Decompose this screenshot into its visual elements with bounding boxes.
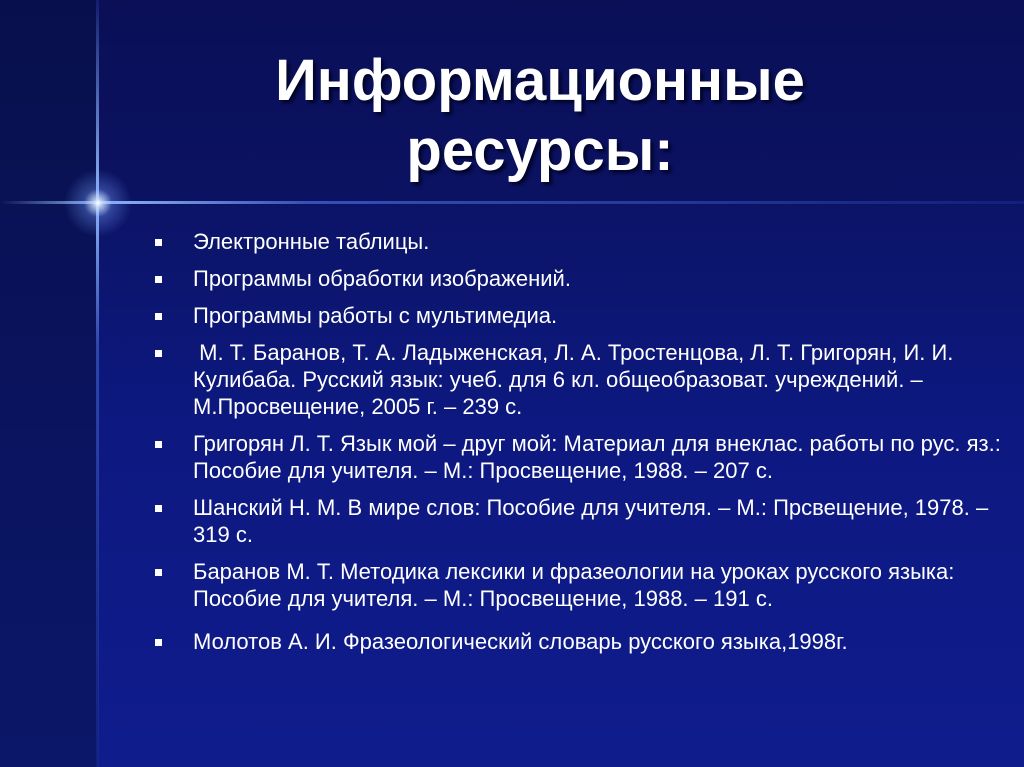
resource-list (153, 228, 1013, 665)
list-item (153, 302, 1013, 329)
bullet-icon (155, 639, 162, 646)
list-item (153, 228, 1013, 255)
list-item-text: Шанский Н. М. В мире слов: Пособие для учителя. – М.: Прсвещение, 1978. – 319 с. (193, 495, 989, 547)
list-item (153, 628, 1013, 655)
vertical-rule (96, 0, 99, 767)
list-item-text: Программы обработки изображений. (193, 266, 571, 291)
title-line-2: ресурсы: (406, 118, 674, 183)
bullet-icon (155, 276, 162, 283)
title-line-1: Информационные (275, 48, 805, 113)
bullet-icon (155, 505, 162, 512)
bullet-icon (155, 350, 162, 357)
horizontal-rule (0, 201, 1024, 204)
left-band (0, 0, 98, 767)
list-item-text: Григорян Л. Т. Язык мой – друг мой: Материал для внеклас. работы по рус. яз.: Пособие для учителя. – М.: Просвещение, 1988. – 207 с. (193, 431, 1001, 483)
list-item (153, 494, 1013, 548)
bullet-icon (155, 313, 162, 320)
slide-title (120, 46, 960, 186)
bullet-icon (155, 239, 162, 246)
list-item-text: М. Т. Баранов, Т. А. Ладыженская, Л. А. Тростенцова, Л. Т. Григорян, И. И. Кулибаба. Русский язык: учеб. для 6 кл. общеобразоват. учреждений. – М.Просвещение, 2005 г. – 239 с. (193, 340, 960, 419)
list-item-text: Баранов М. Т. Методика лексики и фразеологии на уроках русского языка: Пособие для учителя. – М.: Просвещение, 1988. – 191 с. (193, 559, 955, 611)
bullet-icon (155, 569, 162, 576)
bullet-icon (155, 441, 162, 448)
list-item-text: Электронные таблицы. (193, 229, 430, 254)
list-item (153, 339, 1013, 420)
list-item (153, 265, 1013, 292)
list-item-text: Молотов А. И. Фразеологический словарь русского языка,1998г. (193, 629, 848, 654)
list-item (153, 558, 1013, 612)
list-item (153, 430, 1013, 484)
list-item-text: Программы работы с мультимедиа. (193, 303, 558, 328)
